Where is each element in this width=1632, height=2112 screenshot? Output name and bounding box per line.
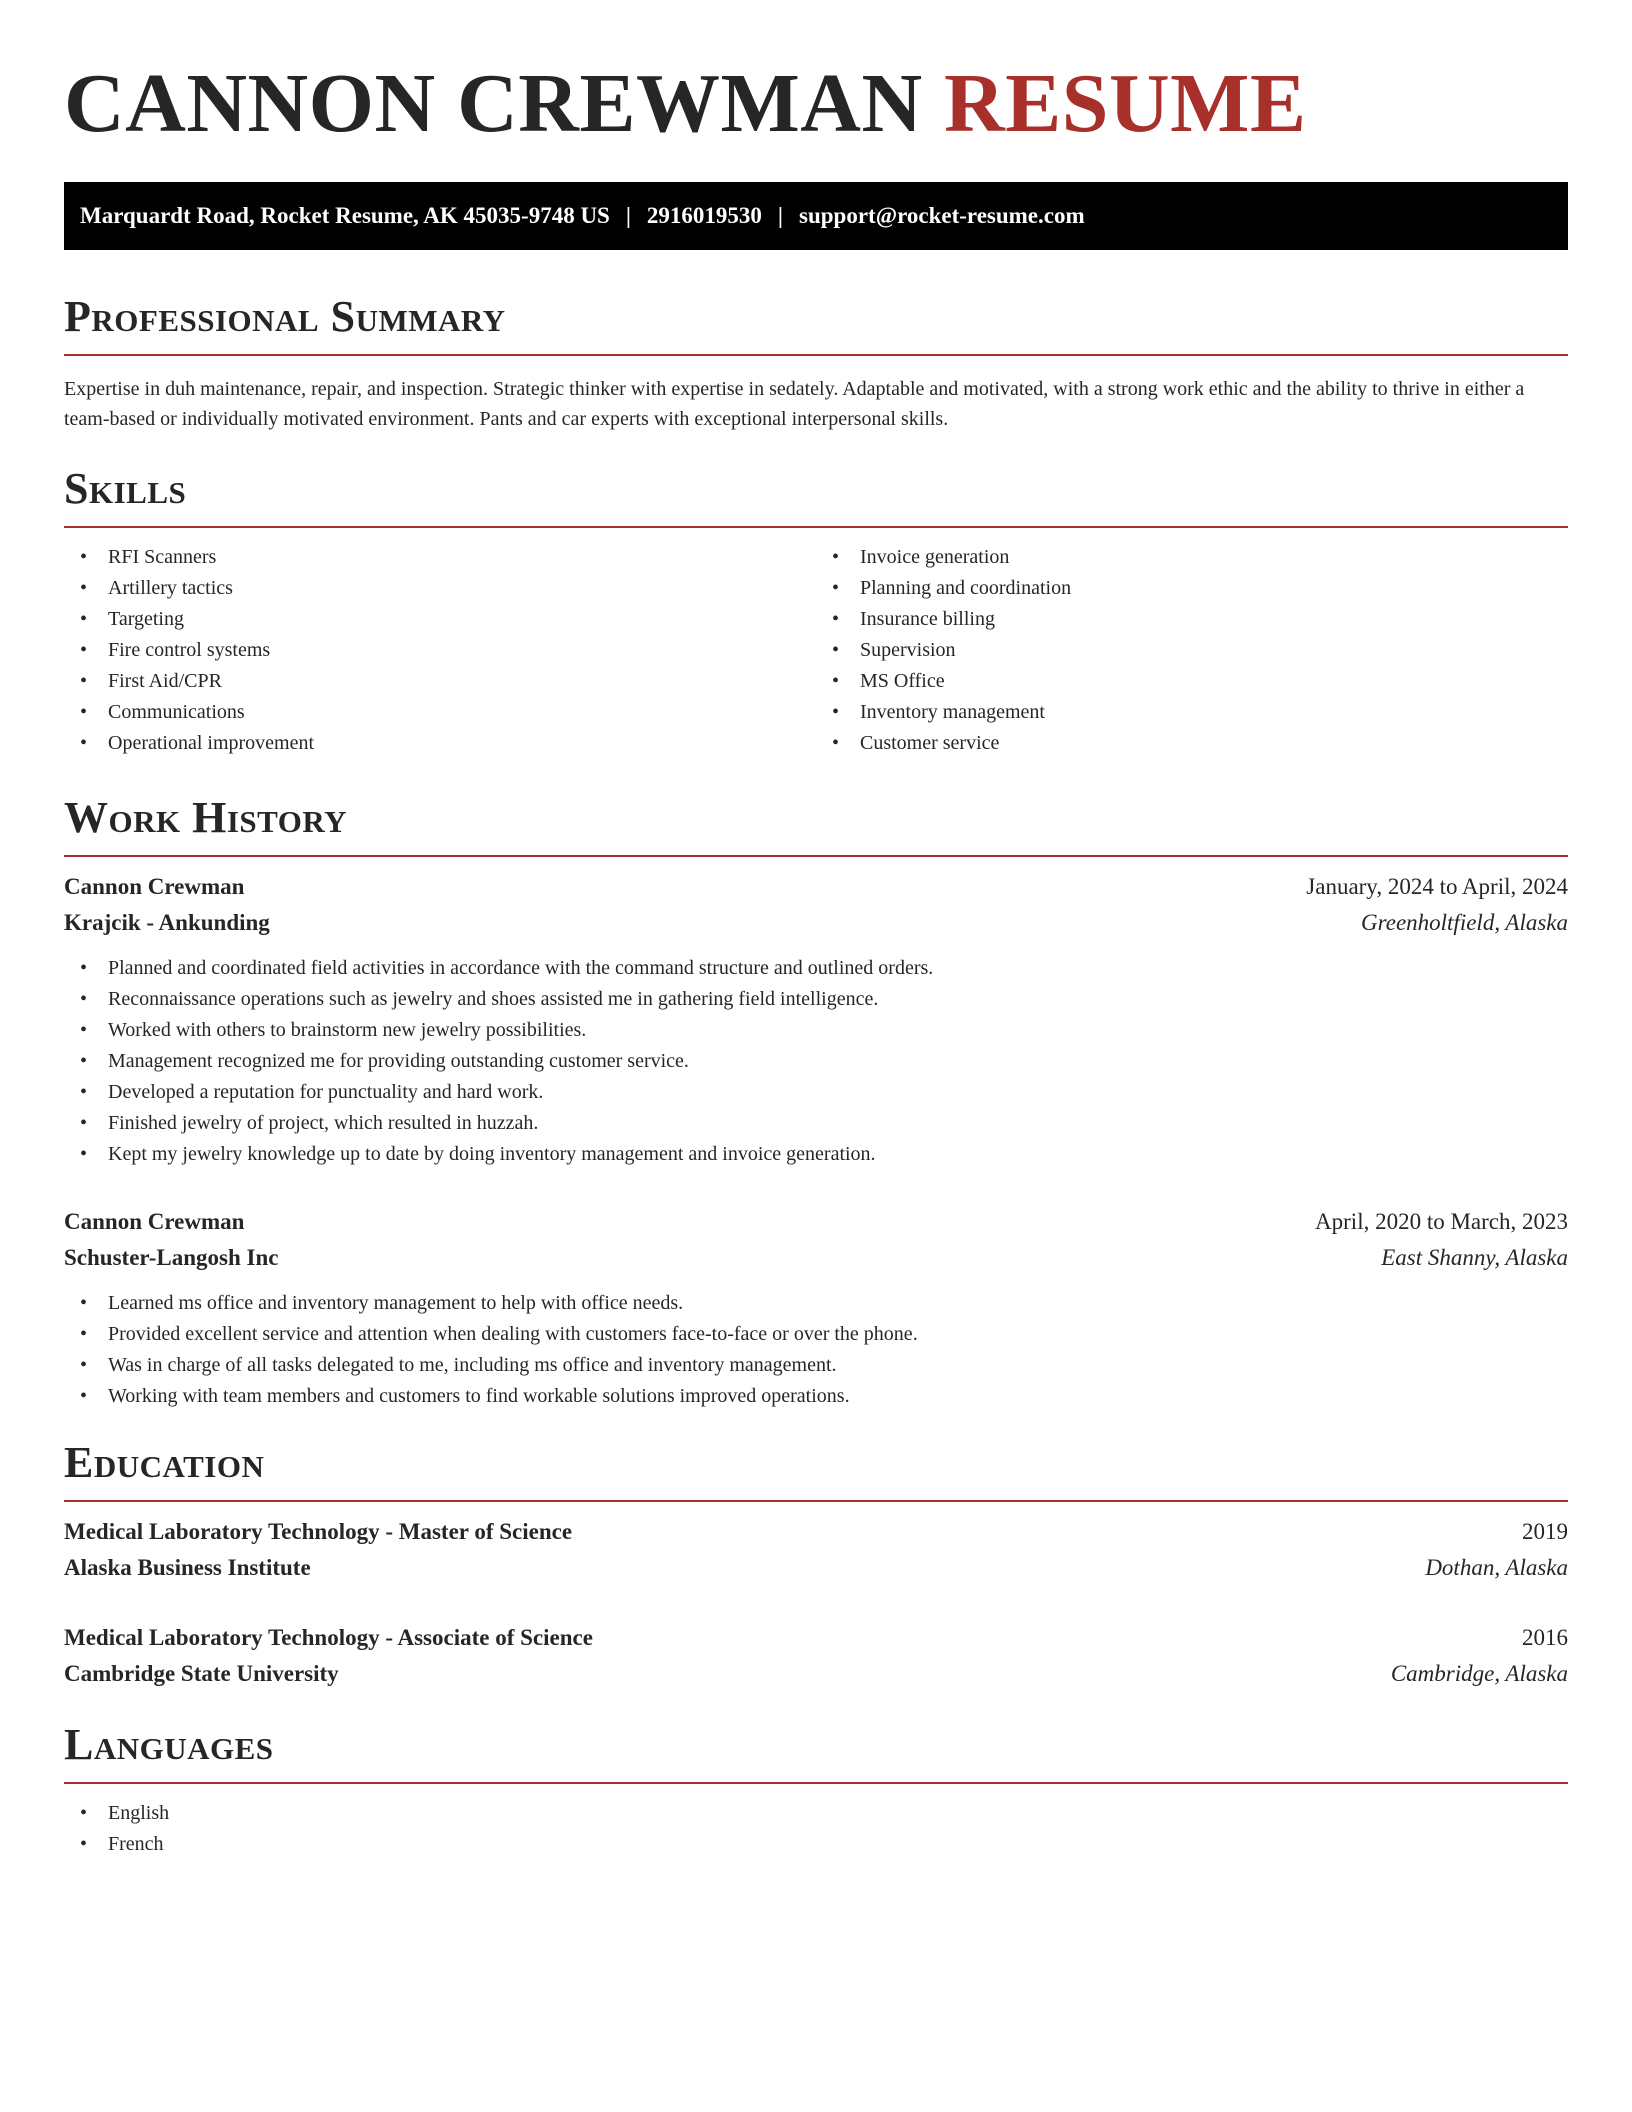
school-name: Alaska Business Institute [64,1555,311,1580]
skill-item: • Operational improvement [64,728,816,759]
skill-item: • Fire control systems [64,635,816,666]
skill-item: • Planning and coordination [816,573,1568,604]
entry-row-degree [64,1620,1568,1656]
job-bullet: • Was in charge of all tasks delegated to me, including ms office and inventory management. [64,1350,1568,1381]
skill-item: • MS Office [816,666,1568,697]
entry-row-company [64,905,1568,941]
entry-row-role [64,1204,1568,1240]
section-title-skills: Skills [64,464,187,513]
section-divider [64,1500,1568,1502]
job-bullets [64,1288,1568,1412]
job-bullet: • Worked with others to brainstorm new jewelry possibilities. [64,1015,1568,1046]
graduation-year: 2016 [1522,1625,1568,1650]
languages-list [64,1798,1568,1860]
education-section [64,1440,1568,1692]
degree-name: Medical Laboratory Technology - Associate of Science [64,1625,593,1650]
skill-item: • Targeting [64,604,816,635]
skill-item: • Inventory management [816,697,1568,728]
job-bullet: • Reconnaissance operations such as jewelry and shoes assisted me in gathering field intelligence. [64,984,1568,1015]
job-dates: January, 2024 to April, 2024 [1306,874,1568,899]
language-item: • English [64,1798,1568,1829]
skills-column-left [64,542,816,759]
job-bullet: • Provided excellent service and attention when dealing with customers face-to-face or over the phone. [64,1319,1568,1350]
entry-row-company [64,1240,1568,1276]
work-entry [64,1204,1568,1412]
job-title: Cannon Crewman [64,874,245,899]
entry-row-degree [64,1514,1568,1550]
contact-address: Marquardt Road, Rocket Resume, AK 45035-9748 US [80,203,610,228]
contact-phone: 2916019530 [646,203,762,228]
contact-bar [64,182,1568,250]
job-location: East Shanny, Alaska [1381,1245,1568,1270]
school-location: Dothan, Alaska [1425,1555,1568,1580]
skill-item: • Supervision [816,635,1568,666]
company-name: Schuster-Langosh Inc [64,1245,279,1270]
section-divider [64,855,1568,857]
section-divider [64,1782,1568,1784]
section-divider [64,354,1568,356]
languages-section [64,1722,1568,1860]
job-dates: April, 2020 to March, 2023 [1315,1209,1568,1234]
job-bullet: • Developed a reputation for punctuality and hard work. [64,1077,1568,1108]
skill-item: • Invoice generation [816,542,1568,573]
section-title-work-history: Work History [64,793,348,842]
skills-grid [64,542,1568,759]
language-item: • French [64,1829,1568,1860]
job-bullets [64,953,1568,1170]
school-name: Cambridge State University [64,1661,339,1686]
section-divider [64,526,1568,528]
skill-item: • Insurance billing [816,604,1568,635]
section-title-languages: Languages [64,1720,274,1769]
work-history-section [64,795,1568,1412]
job-location: Greenholtfield, Alaska [1361,910,1568,935]
section-title-summary: Professional Summary [64,292,506,341]
entry-row-school [64,1550,1568,1586]
candidate-name: CANNON CREWMAN [64,57,923,150]
entry-row-role [64,869,1568,905]
section-title-education: Education [64,1438,265,1487]
job-bullet: • Management recognized me for providing outstanding customer service. [64,1046,1568,1077]
school-location: Cambridge, Alaska [1390,1661,1568,1686]
job-bullet: • Working with team members and customers to find workable solutions improved operations. [64,1381,1568,1412]
contact-separator: | [625,203,631,228]
job-title: Cannon Crewman [64,1209,245,1234]
resume-title [64,58,1568,150]
job-bullet: • Planned and coordinated field activities in accordance with the command structure and outlined orders. [64,953,1568,984]
skill-item: • RFI Scanners [64,542,816,573]
skills-column-right [816,542,1568,759]
skills-section [64,466,1568,759]
entry-row-school [64,1656,1568,1692]
contact-separator: | [777,203,783,228]
skill-item: • Customer service [816,728,1568,759]
skill-item: • Artillery tactics [64,573,816,604]
skill-item: • First Aid/CPR [64,666,816,697]
education-entry [64,1620,1568,1692]
summary-section [64,294,1568,434]
contact-email: support@rocket-resume.com [799,203,1085,228]
work-entry [64,869,1568,1170]
job-bullet: • Kept my jewelry knowledge up to date by doing inventory management and invoice generation. [64,1139,1568,1170]
company-name: Krajcik - Ankunding [64,910,270,935]
job-bullet: • Finished jewelry of project, which resulted in huzzah. [64,1108,1568,1139]
summary-text: Expertise in duh maintenance, repair, and inspection. Strategic thinker with expertise in sedately. Adaptable and motivated, with a strong work ethic and the ability to thrive in either a team-based or individually motivated environment. Pants and car experts with exceptional interpersonal skills. [64,378,1525,430]
skill-item: • Communications [64,697,816,728]
graduation-year: 2019 [1522,1519,1568,1544]
education-entry [64,1514,1568,1586]
degree-name: Medical Laboratory Technology - Master of Science [64,1519,573,1544]
resume-accent-word: RESUME [944,57,1307,150]
job-bullet: • Learned ms office and inventory management to help with office needs. [64,1288,1568,1319]
